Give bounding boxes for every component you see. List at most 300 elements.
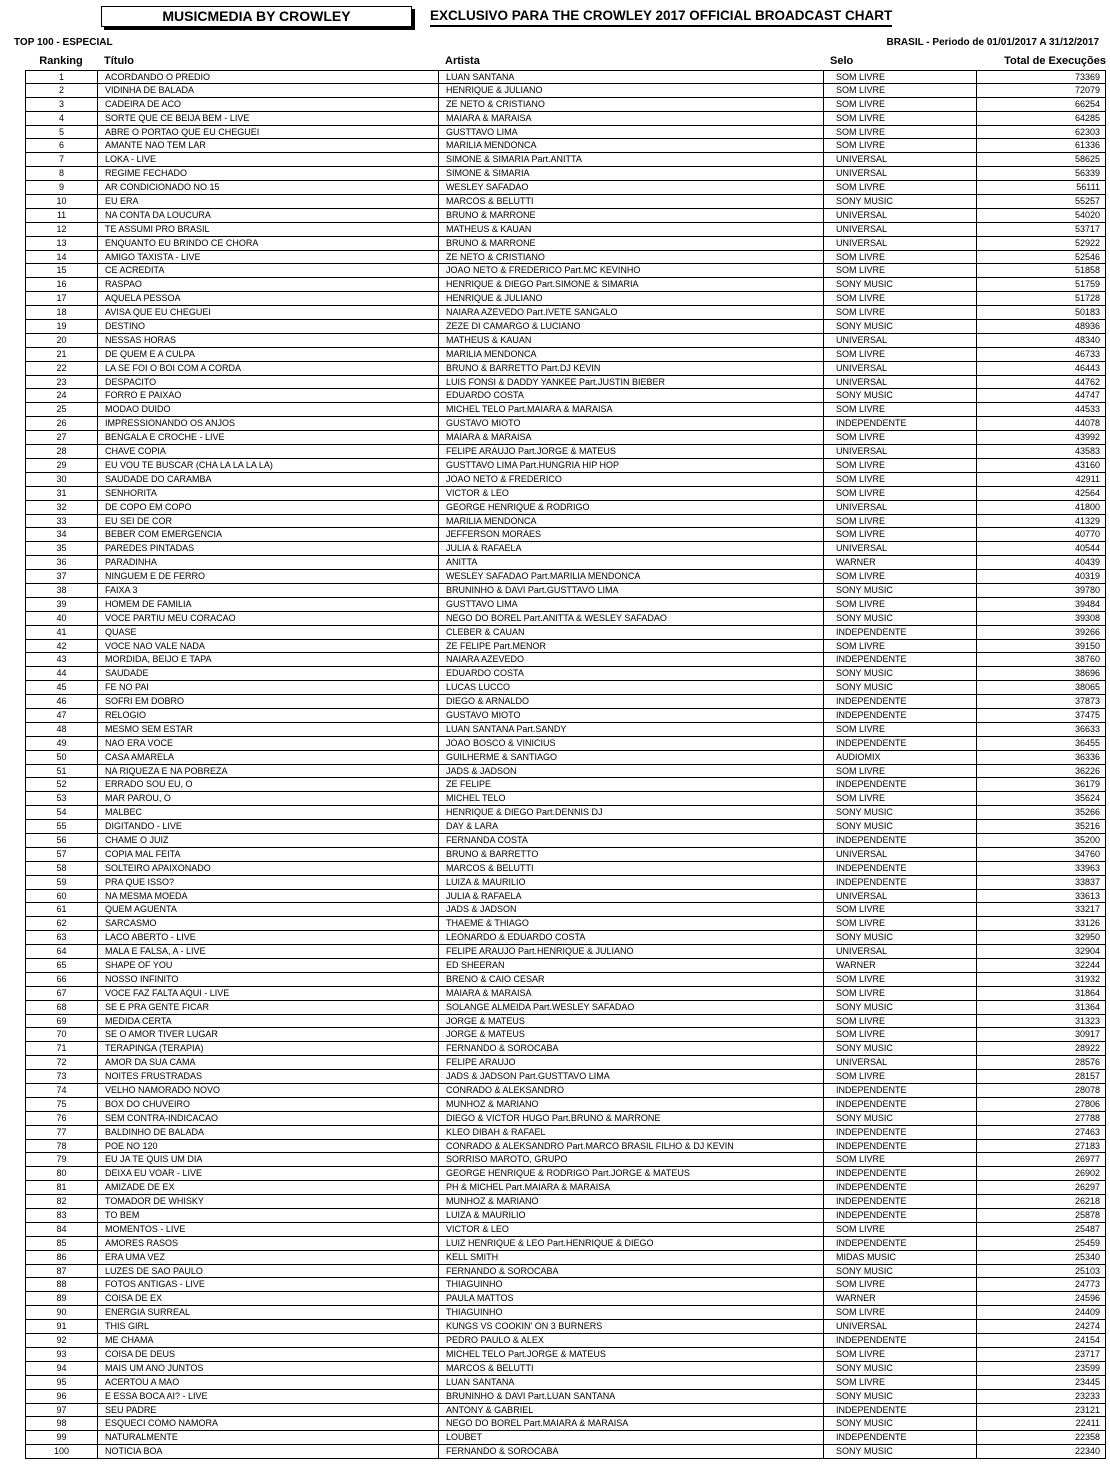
label-cell: INDEPENDENTE — [823, 1181, 976, 1195]
title-cell: MODAO DUIDO — [97, 403, 438, 417]
total-cell: 39308 — [976, 612, 1106, 626]
table-row — [0, 431, 1110, 445]
rank-cell: 68 — [25, 1001, 97, 1015]
table-row — [0, 612, 1110, 626]
column-header-total: Total de Execuções — [1004, 55, 1106, 67]
table-row — [0, 1334, 1110, 1348]
rank-cell: 62 — [25, 917, 97, 931]
rank-cell: 85 — [25, 1237, 97, 1251]
label-cell: UNIVERSAL — [823, 1320, 976, 1334]
title-cell: RELOGIO — [97, 709, 438, 723]
table-row — [0, 1445, 1110, 1459]
table-row — [0, 403, 1110, 417]
artist-cell: THAEME & THIAGO — [438, 917, 823, 931]
artist-cell: FELIPE ARAUJO Part.HENRIQUE & JULIANO — [438, 945, 823, 959]
artist-cell: SOLANGE ALMEIDA Part.WESLEY SAFADAO — [438, 1001, 823, 1015]
total-cell: 53717 — [976, 223, 1106, 237]
total-cell: 32950 — [976, 931, 1106, 945]
title-cell: IMPRESSIONANDO OS ANJOS — [97, 417, 438, 431]
label-cell: SOM LIVRE — [823, 640, 976, 654]
rank-cell: 60 — [25, 890, 97, 904]
table-row — [0, 1223, 1110, 1237]
title-cell: EU ERA — [97, 195, 438, 209]
label-cell: INDEPENDENTE — [823, 778, 976, 792]
rank-cell: 18 — [25, 306, 97, 320]
total-cell: 22358 — [976, 1431, 1106, 1445]
label-cell: SOM LIVRE — [823, 973, 976, 987]
total-cell: 44533 — [976, 403, 1106, 417]
rank-cell: 22 — [25, 362, 97, 376]
title-cell: MEDIDA CERTA — [97, 1015, 438, 1029]
rank-cell: 66 — [25, 973, 97, 987]
title-cell: TERAPINGA (TERAPIA) — [97, 1042, 438, 1056]
table-row — [0, 542, 1110, 556]
rank-cell: 52 — [25, 778, 97, 792]
title-cell: ME CHAMA — [97, 1334, 438, 1348]
artist-cell: JULIA & RAFAELA — [438, 542, 823, 556]
title-cell: AVISA QUE EU CHEGUEI — [97, 306, 438, 320]
label-cell: SOM LIVRE — [823, 403, 976, 417]
table-row — [0, 1348, 1110, 1362]
total-cell: 43992 — [976, 431, 1106, 445]
total-cell: 30917 — [976, 1028, 1106, 1042]
rank-cell: 93 — [25, 1348, 97, 1362]
artist-cell: MARCOS & BELUTTI — [438, 1362, 823, 1376]
title-cell: DIGITANDO - LIVE — [97, 820, 438, 834]
label-cell: SOM LIVRE — [823, 431, 976, 445]
label-cell: SOM LIVRE — [823, 459, 976, 473]
rank-cell: 57 — [25, 848, 97, 862]
label-cell: SONY MUSIC — [823, 278, 976, 292]
table-row — [0, 473, 1110, 487]
total-cell: 64285 — [976, 112, 1106, 126]
artist-cell: LUIZA & MAURILIO — [438, 876, 823, 890]
label-cell: SOM LIVRE — [823, 598, 976, 612]
artist-cell: DIEGO & ARNALDO — [438, 695, 823, 709]
artist-cell: MARILIA MENDONCA — [438, 348, 823, 362]
rank-cell: 87 — [25, 1265, 97, 1279]
title-cell: TO BEM — [97, 1209, 438, 1223]
label-cell: SOM LIVRE — [823, 348, 976, 362]
rank-cell: 43 — [25, 653, 97, 667]
artist-cell: GUSTAVO MIOTO — [438, 417, 823, 431]
label-cell: SOM LIVRE — [823, 987, 976, 1001]
label-cell: UNIVERSAL — [823, 223, 976, 237]
table-row — [0, 1195, 1110, 1209]
total-cell: 31364 — [976, 1001, 1106, 1015]
title-cell: COISA DE EX — [97, 1292, 438, 1306]
total-cell: 25487 — [976, 1223, 1106, 1237]
title-cell: ERA UMA VEZ — [97, 1251, 438, 1265]
rank-cell: 10 — [25, 195, 97, 209]
table-row — [0, 348, 1110, 362]
artist-cell: BRENO & CAIO CESAR — [438, 973, 823, 987]
artist-cell: WESLEY SAFADAO — [438, 181, 823, 195]
total-cell: 43160 — [976, 459, 1106, 473]
rank-cell: 14 — [25, 251, 97, 265]
table-row — [0, 598, 1110, 612]
title-cell: DE COPO EM COPO — [97, 501, 438, 515]
table-row — [0, 167, 1110, 181]
title-cell: VELHO NAMORADO NOVO — [97, 1084, 438, 1098]
label-cell: INDEPENDENTE — [823, 1098, 976, 1112]
rank-cell: 34 — [25, 528, 97, 542]
total-cell: 26218 — [976, 1195, 1106, 1209]
label-cell: WARNER — [823, 959, 976, 973]
table-row — [0, 237, 1110, 251]
rank-cell: 75 — [25, 1098, 97, 1112]
total-cell: 33613 — [976, 890, 1106, 904]
rank-cell: 67 — [25, 987, 97, 1001]
total-cell: 39150 — [976, 640, 1106, 654]
rank-cell: 86 — [25, 1251, 97, 1265]
total-cell: 23121 — [976, 1404, 1106, 1418]
artist-cell: BRUNO & MARRONE — [438, 237, 823, 251]
title-cell: NATURALMENTE — [97, 1431, 438, 1445]
table-row — [0, 945, 1110, 959]
table-row — [0, 320, 1110, 334]
table-row — [0, 417, 1110, 431]
artist-cell: VICTOR & LEO — [438, 487, 823, 501]
table-row — [0, 890, 1110, 904]
table-row — [0, 556, 1110, 570]
table-row — [0, 876, 1110, 890]
label-cell: INDEPENDENTE — [823, 876, 976, 890]
total-cell: 24409 — [976, 1306, 1106, 1320]
title-cell: POE NO 120 — [97, 1140, 438, 1154]
table-row — [0, 501, 1110, 515]
rank-cell: 54 — [25, 806, 97, 820]
title-cell: VOCE PARTIU MEU CORACAO — [97, 612, 438, 626]
rank-cell: 35 — [25, 542, 97, 556]
chart-subtitle: TOP 100 - ESPECIAL — [14, 37, 113, 48]
total-cell: 52546 — [976, 251, 1106, 265]
total-cell: 38065 — [976, 681, 1106, 695]
rank-cell: 25 — [25, 403, 97, 417]
total-cell: 34760 — [976, 848, 1106, 862]
total-cell: 41800 — [976, 501, 1106, 515]
title-cell: NA MESMA MOEDA — [97, 890, 438, 904]
rank-cell: 88 — [25, 1278, 97, 1292]
label-cell: SOM LIVRE — [823, 306, 976, 320]
column-header-ranking: Ranking — [39, 55, 83, 67]
title-cell: ACORDANDO O PREDIO — [97, 70, 438, 84]
title-cell: EU JA TE QUIS UM DIA — [97, 1153, 438, 1167]
total-cell: 35200 — [976, 834, 1106, 848]
artist-cell: LOUBET — [438, 1431, 823, 1445]
title-cell: AMIZADE DE EX — [97, 1181, 438, 1195]
title-cell: AR CONDICIONADO NO 15 — [97, 181, 438, 195]
artist-cell: GEORGE HENRIQUE & RODRIGO Part.JORGE & MATEUS — [438, 1167, 823, 1181]
table-row — [0, 292, 1110, 306]
label-cell: INDEPENDENTE — [823, 834, 976, 848]
artist-cell: ANTONY & GABRIEL — [438, 1404, 823, 1418]
title-cell: AQUELA PESSOA — [97, 292, 438, 306]
label-cell: SONY MUSIC — [823, 1042, 976, 1056]
title-cell: QUASE — [97, 626, 438, 640]
total-cell: 51759 — [976, 278, 1106, 292]
rank-cell: 49 — [25, 737, 97, 751]
label-cell: SOM LIVRE — [823, 1153, 976, 1167]
title-cell: VOCE NAO VALE NADA — [97, 640, 438, 654]
rank-cell: 13 — [25, 237, 97, 251]
rank-cell: 77 — [25, 1126, 97, 1140]
rank-cell: 20 — [25, 334, 97, 348]
artist-cell: NEGO DO BOREL Part.ANITTA & WESLEY SAFADAO — [438, 612, 823, 626]
total-cell: 28576 — [976, 1056, 1106, 1070]
rank-cell: 40 — [25, 612, 97, 626]
table-row — [0, 139, 1110, 153]
artist-cell: MATHEUS & KAUAN — [438, 334, 823, 348]
total-cell: 73369 — [976, 70, 1106, 84]
table-row — [0, 278, 1110, 292]
artist-cell: HENRIQUE & DIEGO Part.SIMONE & SIMARIA — [438, 278, 823, 292]
label-cell: SOM LIVRE — [823, 723, 976, 737]
total-cell: 37873 — [976, 695, 1106, 709]
label-cell: SOM LIVRE — [823, 251, 976, 265]
total-cell: 28157 — [976, 1070, 1106, 1084]
title-cell: SENHORITA — [97, 487, 438, 501]
rank-cell: 61 — [25, 903, 97, 917]
rank-cell: 31 — [25, 487, 97, 501]
artist-cell: HENRIQUE & JULIANO — [438, 84, 823, 98]
artist-cell: CONRADO & ALEKSANDRO — [438, 1084, 823, 1098]
total-cell: 23445 — [976, 1376, 1106, 1390]
label-cell: INDEPENDENTE — [823, 653, 976, 667]
title-cell: COISA DE DEUS — [97, 1348, 438, 1362]
artist-cell: JULIA & RAFAELA — [438, 890, 823, 904]
artist-cell: SIMONE & SIMARIA Part.ANITTA — [438, 153, 823, 167]
label-cell: INDEPENDENTE — [823, 1237, 976, 1251]
label-cell: SOM LIVRE — [823, 903, 976, 917]
rank-cell: 45 — [25, 681, 97, 695]
label-cell: SONY MUSIC — [823, 820, 976, 834]
table-row — [0, 306, 1110, 320]
artist-cell: PH & MICHEL Part.MAIARA & MARAISA — [438, 1181, 823, 1195]
label-cell: SOM LIVRE — [823, 1376, 976, 1390]
label-cell: SONY MUSIC — [823, 1112, 976, 1126]
title-cell: NA RIQUEZA E NA POBREZA — [97, 765, 438, 779]
rank-cell: 5 — [25, 126, 97, 140]
total-cell: 23717 — [976, 1348, 1106, 1362]
total-cell: 23599 — [976, 1362, 1106, 1376]
artist-cell: MARILIA MENDONCA — [438, 515, 823, 529]
artist-cell: BRUNINHO & DAVI Part.LUAN SANTANA — [438, 1390, 823, 1404]
artist-cell: ANITTA — [438, 556, 823, 570]
table-row — [0, 126, 1110, 140]
total-cell: 72079 — [976, 84, 1106, 98]
title-cell: SOFRI EM DOBRO — [97, 695, 438, 709]
rank-cell: 55 — [25, 820, 97, 834]
table-row — [0, 917, 1110, 931]
rank-cell: 23 — [25, 376, 97, 390]
title-cell: LOKA - LIVE — [97, 153, 438, 167]
table-row — [0, 640, 1110, 654]
label-cell: UNIVERSAL — [823, 848, 976, 862]
label-cell: SOM LIVRE — [823, 84, 976, 98]
total-cell: 31864 — [976, 987, 1106, 1001]
total-cell: 37475 — [976, 709, 1106, 723]
rank-cell: 46 — [25, 695, 97, 709]
artist-cell: CLEBER & CAUAN — [438, 626, 823, 640]
artist-cell: VICTOR & LEO — [438, 1223, 823, 1237]
title-cell: FE NO PAI — [97, 681, 438, 695]
artist-cell: ZE NETO & CRISTIANO — [438, 251, 823, 265]
total-cell: 33837 — [976, 876, 1106, 890]
title-cell: PAREDES PINTADAS — [97, 542, 438, 556]
artist-cell: SIMONE & SIMARIA — [438, 167, 823, 181]
table-row — [0, 1376, 1110, 1390]
artist-cell: FERNANDO & SOROCABA — [438, 1042, 823, 1056]
rank-cell: 4 — [25, 112, 97, 126]
rank-cell: 1 — [25, 70, 97, 84]
artist-cell: MARILIA MENDONCA — [438, 139, 823, 153]
total-cell: 25103 — [976, 1265, 1106, 1279]
artist-cell: KELL SMITH — [438, 1251, 823, 1265]
table-row — [0, 1320, 1110, 1334]
rank-cell: 96 — [25, 1390, 97, 1404]
rank-cell: 95 — [25, 1376, 97, 1390]
title-cell: SOLTEIRO APAIXONADO — [97, 862, 438, 876]
title-cell: MOMENTOS - LIVE — [97, 1223, 438, 1237]
rank-cell: 59 — [25, 876, 97, 890]
label-cell: SOM LIVRE — [823, 264, 976, 278]
label-cell: SONY MUSIC — [823, 1417, 976, 1431]
total-cell: 36179 — [976, 778, 1106, 792]
artist-cell: MARCOS & BELUTTI — [438, 195, 823, 209]
chart-period: BRASIL - Periodo de 01/01/2017 A 31/12/2017 — [886, 37, 1099, 48]
table-row — [0, 389, 1110, 403]
label-cell: UNIVERSAL — [823, 362, 976, 376]
label-cell: INDEPENDENTE — [823, 1209, 976, 1223]
table-row — [0, 264, 1110, 278]
rank-cell: 65 — [25, 959, 97, 973]
chart-table — [0, 70, 1110, 1459]
artist-cell: MUNHOZ & MARIANO — [438, 1195, 823, 1209]
rank-cell: 72 — [25, 1056, 97, 1070]
rank-cell: 74 — [25, 1084, 97, 1098]
label-cell: SOM LIVRE — [823, 98, 976, 112]
total-cell: 25878 — [976, 1209, 1106, 1223]
table-row — [0, 1181, 1110, 1195]
rank-cell: 89 — [25, 1292, 97, 1306]
total-cell: 26977 — [976, 1153, 1106, 1167]
total-cell: 38696 — [976, 667, 1106, 681]
total-cell: 27788 — [976, 1112, 1106, 1126]
title-cell: VOCE FAZ FALTA AQUI - LIVE — [97, 987, 438, 1001]
artist-cell: MICHEL TELO — [438, 792, 823, 806]
label-cell: UNIVERSAL — [823, 890, 976, 904]
rank-cell: 92 — [25, 1334, 97, 1348]
total-cell: 31323 — [976, 1015, 1106, 1029]
total-cell: 39266 — [976, 626, 1106, 640]
total-cell: 23233 — [976, 1390, 1106, 1404]
table-row — [0, 1306, 1110, 1320]
rank-cell: 33 — [25, 515, 97, 529]
label-cell: UNIVERSAL — [823, 445, 976, 459]
total-cell: 55257 — [976, 195, 1106, 209]
artist-cell: HENRIQUE & JULIANO — [438, 292, 823, 306]
total-cell: 40439 — [976, 556, 1106, 570]
artist-cell: MUNHOZ & MARIANO — [438, 1098, 823, 1112]
table-row — [0, 1140, 1110, 1154]
title-cell: NAO ERA VOCE — [97, 737, 438, 751]
artist-cell: CONRADO & ALEKSANDRO Part.MARCO BRASIL FILHO & DJ KEVIN — [438, 1140, 823, 1154]
rank-cell: 30 — [25, 473, 97, 487]
rank-cell: 11 — [25, 209, 97, 223]
table-row — [0, 959, 1110, 973]
table-row — [0, 1153, 1110, 1167]
rank-cell: 98 — [25, 1417, 97, 1431]
label-cell: INDEPENDENTE — [823, 862, 976, 876]
title-cell: TE ASSUMI PRO BRASIL — [97, 223, 438, 237]
table-row — [0, 1098, 1110, 1112]
label-cell: SONY MUSIC — [823, 612, 976, 626]
label-cell: INDEPENDENTE — [823, 1126, 976, 1140]
rank-cell: 6 — [25, 139, 97, 153]
table-row — [0, 223, 1110, 237]
rank-cell: 70 — [25, 1028, 97, 1042]
title-cell: BOX DO CHUVEIRO — [97, 1098, 438, 1112]
artist-cell: MAIARA & MARAISA — [438, 112, 823, 126]
table-row — [0, 1028, 1110, 1042]
table-row — [0, 1278, 1110, 1292]
rank-cell: 47 — [25, 709, 97, 723]
total-cell: 52922 — [976, 237, 1106, 251]
title-cell: CASA AMARELA — [97, 751, 438, 765]
rank-cell: 80 — [25, 1167, 97, 1181]
rank-cell: 84 — [25, 1223, 97, 1237]
label-cell: UNIVERSAL — [823, 1056, 976, 1070]
rank-cell: 17 — [25, 292, 97, 306]
title-cell: FAIXA 3 — [97, 584, 438, 598]
total-cell: 35216 — [976, 820, 1106, 834]
title-cell: DE QUEM E A CULPA — [97, 348, 438, 362]
title-cell: MAIS UM ANO JUNTOS — [97, 1362, 438, 1376]
total-cell: 25340 — [976, 1251, 1106, 1265]
total-cell: 39484 — [976, 598, 1106, 612]
label-cell: SOM LIVRE — [823, 473, 976, 487]
table-row — [0, 1362, 1110, 1376]
title-cell: CE ACREDITA — [97, 264, 438, 278]
rank-cell: 26 — [25, 417, 97, 431]
artist-cell: PAULA MATTOS — [438, 1292, 823, 1306]
label-cell: UNIVERSAL — [823, 153, 976, 167]
total-cell: 46443 — [976, 362, 1106, 376]
column-header-artista: Artista — [445, 55, 480, 67]
total-cell: 27806 — [976, 1098, 1106, 1112]
artist-cell: MICHEL TELO Part.MAIARA & MARAISA — [438, 403, 823, 417]
table-row — [0, 1404, 1110, 1418]
artist-cell: WESLEY SAFADAO Part.MARILIA MENDONCA — [438, 570, 823, 584]
label-cell: UNIVERSAL — [823, 376, 976, 390]
artist-cell: FERNANDO & SOROCABA — [438, 1265, 823, 1279]
title-cell: SEU PADRE — [97, 1404, 438, 1418]
rank-cell: 69 — [25, 1015, 97, 1029]
title-cell: CHAVE COPIA — [97, 445, 438, 459]
title-cell: NOSSO INFINITO — [97, 973, 438, 987]
artist-cell: GUSTTAVO LIMA Part.HUNGRIA HIP HOP — [438, 459, 823, 473]
table-row — [0, 834, 1110, 848]
title-cell: FORRO E PAIXAO — [97, 389, 438, 403]
artist-cell: FERNANDO & SOROCABA — [438, 1445, 823, 1459]
artist-cell: JOAO NETO & FREDERICO — [438, 473, 823, 487]
artist-cell: NAIARA AZEVEDO — [438, 653, 823, 667]
label-cell: WARNER — [823, 1292, 976, 1306]
title-cell: PRA QUE ISSO? — [97, 876, 438, 890]
total-cell: 36455 — [976, 737, 1106, 751]
rank-cell: 79 — [25, 1153, 97, 1167]
